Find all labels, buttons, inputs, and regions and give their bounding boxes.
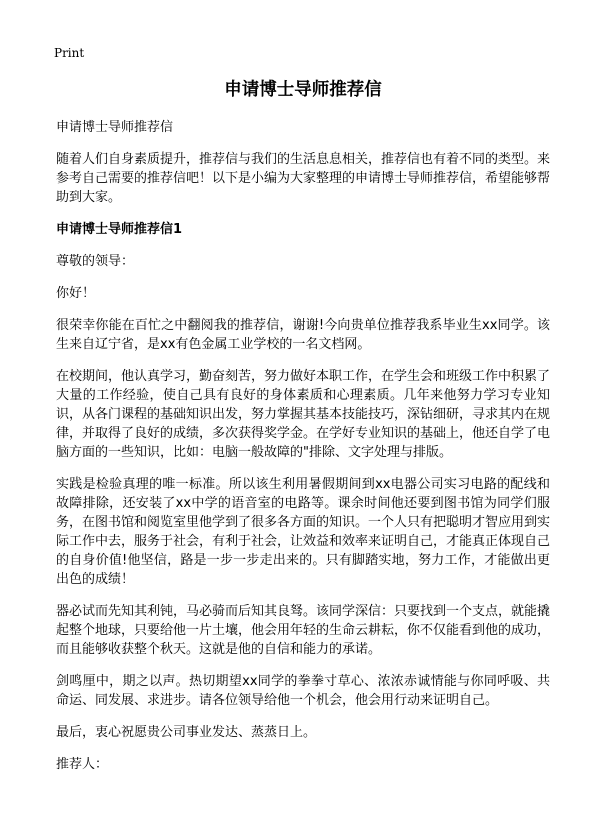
intro-paragraph: 随着人们自身素质提升，推荐信与我们的生活息息相关，推荐信也有着不同的类型。来参考自己需要的推荐信吧！以下是小编为大家整理的申请博士导师推荐信，希望能够帮助到大家。 xyxy=(56,152,551,205)
closing-paragraph: 最后，衷心祝愿贵公司事业发达、蒸蒸日上。 xyxy=(56,725,317,740)
subtitle-paragraph: 申请博士导师推荐信 xyxy=(56,120,174,135)
signature-line: 推荐人： xyxy=(56,757,109,772)
body-paragraph: 实践是检验真理的唯一标准。所以该生利用暑假期间到xx电器公司实习电路的配线和故障排除，还安装了xx中学的语音室的电路等。课余时间他还要到图书馆为同学们服务，在图书馆和阅览室里他学到了很多各方面的知识。一个人只有把聪明才智应用到实际工作中去，服务于社会，有利于社会，让效益和效率来证明自己，才能真正体现自己的自身价值!他坚信，路是一步一步走出来的。只有脚踏实地，努力工作，才能做出更出色的成绩！ xyxy=(56,477,551,587)
print-link[interactable]: Print xyxy=(54,46,85,60)
body-paragraph: 剑鸣厘中，期之以声。热切期望xx同学的拳拳寸草心、浓浓赤诚情能与你同呼吸、共命运、同发展、求进步。请各位领导给他一个机会，他会用行动来证明自己。 xyxy=(56,674,550,708)
greeting: 你好！ xyxy=(56,286,96,301)
document-title: 申请博士导师推荐信 xyxy=(224,80,382,100)
document xyxy=(56,78,550,787)
salutation: 尊敬的领导： xyxy=(56,254,135,269)
body-paragraph: 在校期间，他认真学习，勤奋刻苦，努力做好本职工作，在学生会和班级工作中积累了大量的工作经验，使自己具有良好的身体素质和心理素质。几年来他努力学习专业知识，从各门课程的基础知识出发，努力掌握其基本技能技巧，深钻细研，寻求其内在规律，并取得了良好的成绩，多次获得奖学金。在学好专业知识的基础上，他还自学了电脑方面的一些知识，比如：电脑一般故障的"排除、文字处理与排版。 xyxy=(56,369,551,460)
body-paragraph: 很荣幸你能在百忙之中翻阅我的推荐信，谢谢!今向贵单位推荐我系毕业生xx同学。该生来自辽宁省，是xx有色金属工业学校的一名文档网。 xyxy=(56,318,550,352)
section-heading: 申请博士导师推荐信1 xyxy=(56,222,183,237)
body-paragraph: 器必试而先知其利钝，马必骑而后知其良驽。该同学深信：只要找到一个支点，就能撬起整个地球，只要给他一片土壤，他会用年轻的生命云耕耘，你不仅能看到他的成功，而且能够收获整个秋天。这就是他的自信和能力的承诺。 xyxy=(56,604,551,657)
